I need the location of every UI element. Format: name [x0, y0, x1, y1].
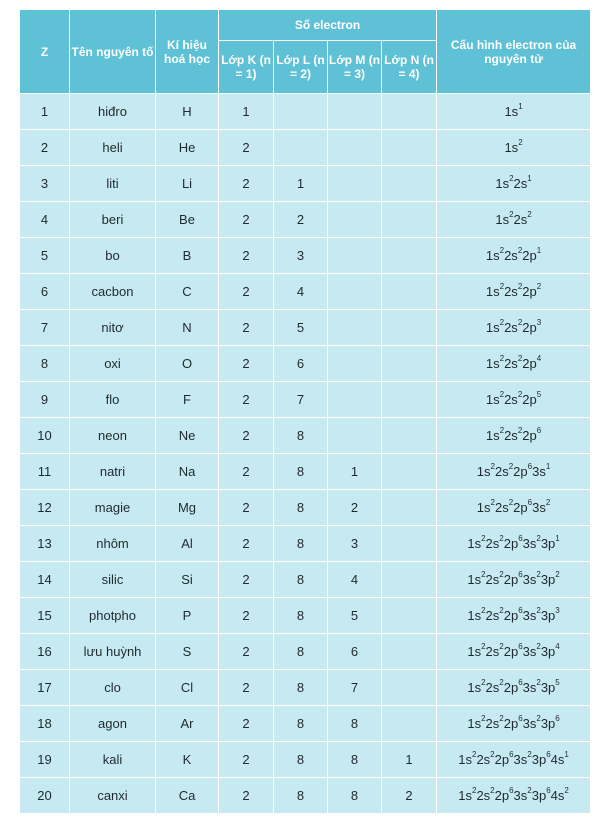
cell-symbol: Ne [156, 418, 219, 454]
table-body [20, 94, 591, 814]
cell-layer-m: 1 [328, 454, 382, 490]
cell-configuration: $1s^22s^22p^63s^1$ [437, 454, 591, 490]
cell-z: 13 [20, 526, 70, 562]
cell-layer-k: 2 [219, 202, 274, 238]
cell-layer-k: 2 [219, 418, 274, 454]
cell-symbol: Be [156, 202, 219, 238]
cell-symbol: F [156, 382, 219, 418]
cell-element-name: hiđro [70, 94, 156, 130]
cell-configuration: $1s^22s^22p^63s^23p^6$ [437, 706, 591, 742]
header-layer-k: Lớp K (n = 1) [219, 41, 274, 94]
cell-element-name: cacbon [70, 274, 156, 310]
cell-layer-k: 2 [219, 454, 274, 490]
cell-layer-l: 3 [274, 238, 328, 274]
cell-z: 2 [20, 130, 70, 166]
cell-configuration: $1s^22s^22p^63s^23p^3$ [437, 598, 591, 634]
header-layer-n: Lớp N (n = 4) [382, 41, 437, 94]
cell-layer-n [382, 490, 437, 526]
table-row [20, 94, 591, 130]
cell-layer-n [382, 274, 437, 310]
cell-layer-l: 8 [274, 670, 328, 706]
cell-element-name: photpho [70, 598, 156, 634]
cell-z: 17 [20, 670, 70, 706]
cell-symbol: B [156, 238, 219, 274]
cell-configuration: $1s^22s^22p^4$ [437, 346, 591, 382]
cell-layer-k: 2 [219, 130, 274, 166]
cell-z: 9 [20, 382, 70, 418]
cell-configuration: $1s^22s^22p^63s^23p^64s^2$ [437, 778, 591, 814]
cell-element-name: neon [70, 418, 156, 454]
cell-layer-m [328, 238, 382, 274]
cell-layer-n [382, 418, 437, 454]
cell-configuration: $1s^22s^22p^63s^2$ [437, 490, 591, 526]
cell-configuration: $1s^22s^22p^6$ [437, 418, 591, 454]
header-electron-count: Số electron [219, 10, 437, 41]
cell-layer-l: 5 [274, 310, 328, 346]
cell-symbol: C [156, 274, 219, 310]
cell-layer-k: 2 [219, 778, 274, 814]
cell-z: 20 [20, 778, 70, 814]
cell-z: 18 [20, 706, 70, 742]
cell-z: 19 [20, 742, 70, 778]
cell-symbol: O [156, 346, 219, 382]
table-row [20, 598, 591, 634]
cell-configuration: $1s^22s^22p^1$ [437, 238, 591, 274]
cell-element-name: nitơ [70, 310, 156, 346]
cell-layer-m [328, 382, 382, 418]
cell-layer-l: 8 [274, 706, 328, 742]
table-row [20, 382, 591, 418]
cell-symbol: N [156, 310, 219, 346]
cell-layer-n [382, 634, 437, 670]
cell-z: 3 [20, 166, 70, 202]
cell-layer-m: 4 [328, 562, 382, 598]
header-configuration: Cấu hình electron của nguyên tử [437, 10, 591, 94]
cell-layer-m [328, 346, 382, 382]
cell-symbol: S [156, 634, 219, 670]
cell-layer-n [382, 454, 437, 490]
cell-layer-l: 8 [274, 454, 328, 490]
cell-symbol: He [156, 130, 219, 166]
cell-layer-k: 2 [219, 166, 274, 202]
cell-element-name: lưu huỳnh [70, 634, 156, 670]
cell-layer-k: 2 [219, 382, 274, 418]
cell-layer-n [382, 130, 437, 166]
table-row [20, 130, 591, 166]
cell-configuration: $1s^22s^22p^2$ [437, 274, 591, 310]
cell-layer-k: 2 [219, 238, 274, 274]
cell-layer-n [382, 346, 437, 382]
cell-layer-k: 2 [219, 742, 274, 778]
table-row [20, 418, 591, 454]
cell-element-name: canxi [70, 778, 156, 814]
cell-layer-m [328, 274, 382, 310]
table-row [20, 526, 591, 562]
cell-layer-m [328, 418, 382, 454]
table-row [20, 202, 591, 238]
electron-configuration-table [19, 9, 591, 814]
cell-z: 8 [20, 346, 70, 382]
cell-layer-n: 2 [382, 778, 437, 814]
table-row [20, 346, 591, 382]
cell-z: 14 [20, 562, 70, 598]
cell-element-name: heli [70, 130, 156, 166]
cell-configuration: $1s^22s^22p^63s^23p^4$ [437, 634, 591, 670]
cell-layer-l: 8 [274, 526, 328, 562]
cell-layer-n [382, 562, 437, 598]
cell-z: 10 [20, 418, 70, 454]
cell-layer-n [382, 706, 437, 742]
cell-layer-l: 8 [274, 418, 328, 454]
cell-layer-k: 2 [219, 634, 274, 670]
cell-layer-k: 2 [219, 346, 274, 382]
cell-layer-l: 8 [274, 742, 328, 778]
cell-layer-n [382, 598, 437, 634]
cell-symbol: Na [156, 454, 219, 490]
cell-configuration: $1s^2$ [437, 130, 591, 166]
cell-symbol: K [156, 742, 219, 778]
cell-layer-k: 2 [219, 526, 274, 562]
cell-layer-k: 2 [219, 670, 274, 706]
cell-layer-l: 7 [274, 382, 328, 418]
cell-z: 11 [20, 454, 70, 490]
table-wrapper [19, 9, 591, 814]
cell-layer-m [328, 166, 382, 202]
cell-layer-l [274, 130, 328, 166]
cell-layer-n [382, 526, 437, 562]
table-row [20, 670, 591, 706]
cell-symbol: Si [156, 562, 219, 598]
cell-z: 5 [20, 238, 70, 274]
cell-element-name: magie [70, 490, 156, 526]
cell-configuration: $1s^22s^22p^63s^23p^1$ [437, 526, 591, 562]
cell-layer-m: 2 [328, 490, 382, 526]
cell-symbol: P [156, 598, 219, 634]
cell-layer-m: 8 [328, 742, 382, 778]
cell-element-name: agon [70, 706, 156, 742]
cell-layer-k: 2 [219, 562, 274, 598]
table-row [20, 238, 591, 274]
cell-layer-n [382, 310, 437, 346]
cell-layer-m [328, 130, 382, 166]
cell-z: 7 [20, 310, 70, 346]
cell-layer-m [328, 202, 382, 238]
cell-z: 6 [20, 274, 70, 310]
table-row [20, 742, 591, 778]
cell-element-name: natri [70, 454, 156, 490]
cell-layer-m: 5 [328, 598, 382, 634]
cell-z: 12 [20, 490, 70, 526]
cell-layer-l: 1 [274, 166, 328, 202]
cell-layer-l: 6 [274, 346, 328, 382]
cell-layer-n [382, 94, 437, 130]
cell-symbol: H [156, 94, 219, 130]
cell-element-name: beri [70, 202, 156, 238]
cell-layer-l [274, 94, 328, 130]
cell-configuration: $1s^22s^2$ [437, 202, 591, 238]
cell-layer-m [328, 310, 382, 346]
cell-layer-l: 2 [274, 202, 328, 238]
cell-layer-n [382, 166, 437, 202]
cell-layer-l: 8 [274, 562, 328, 598]
cell-layer-m: 8 [328, 778, 382, 814]
cell-layer-m: 8 [328, 706, 382, 742]
cell-layer-m [328, 94, 382, 130]
cell-layer-n [382, 382, 437, 418]
table-row [20, 634, 591, 670]
table-row [20, 778, 591, 814]
cell-layer-n [382, 202, 437, 238]
cell-symbol: Cl [156, 670, 219, 706]
cell-layer-k: 2 [219, 274, 274, 310]
cell-configuration: $1s^22s^22p^3$ [437, 310, 591, 346]
header-layer-l: Lớp L (n = 2) [274, 41, 328, 94]
cell-element-name: bo [70, 238, 156, 274]
cell-layer-m: 3 [328, 526, 382, 562]
cell-configuration: $1s^22s^22p^63s^23p^2$ [437, 562, 591, 598]
cell-element-name: clo [70, 670, 156, 706]
cell-layer-k: 2 [219, 706, 274, 742]
cell-layer-l: 8 [274, 598, 328, 634]
cell-z: 1 [20, 94, 70, 130]
header-layer-m: Lớp M (n = 3) [328, 41, 382, 94]
cell-layer-l: 8 [274, 490, 328, 526]
cell-layer-k: 2 [219, 598, 274, 634]
cell-layer-k: 1 [219, 94, 274, 130]
cell-configuration: $1s^22s^1$ [437, 166, 591, 202]
table-row [20, 166, 591, 202]
cell-element-name: flo [70, 382, 156, 418]
cell-element-name: liti [70, 166, 156, 202]
cell-element-name: nhôm [70, 526, 156, 562]
cell-layer-m: 7 [328, 670, 382, 706]
cell-element-name: oxi [70, 346, 156, 382]
cell-configuration: $1s^22s^22p^5$ [437, 382, 591, 418]
cell-layer-l: 8 [274, 778, 328, 814]
header-element-name: Tên nguyên tố [70, 10, 156, 94]
cell-z: 15 [20, 598, 70, 634]
cell-symbol: Ar [156, 706, 219, 742]
cell-configuration: $1s^22s^22p^63s^23p^5$ [437, 670, 591, 706]
cell-layer-l: 8 [274, 634, 328, 670]
cell-z: 4 [20, 202, 70, 238]
cell-layer-l: 4 [274, 274, 328, 310]
cell-element-name: kali [70, 742, 156, 778]
cell-element-name: silic [70, 562, 156, 598]
header-z: Z [20, 10, 70, 94]
cell-z: 16 [20, 634, 70, 670]
cell-symbol: Al [156, 526, 219, 562]
table-row [20, 310, 591, 346]
cell-layer-m: 6 [328, 634, 382, 670]
cell-layer-n [382, 238, 437, 274]
cell-configuration: $1s^1$ [437, 94, 591, 130]
cell-configuration: $1s^22s^22p^63s^23p^64s^1$ [437, 742, 591, 778]
table-row [20, 274, 591, 310]
table-row [20, 562, 591, 598]
table-row [20, 490, 591, 526]
cell-layer-k: 2 [219, 310, 274, 346]
table-row [20, 706, 591, 742]
table-row [20, 454, 591, 490]
cell-layer-k: 2 [219, 490, 274, 526]
cell-symbol: Ca [156, 778, 219, 814]
header-symbol: Kí hiệu hoá học [156, 10, 219, 94]
cell-symbol: Mg [156, 490, 219, 526]
cell-symbol: Li [156, 166, 219, 202]
cell-layer-n: 1 [382, 742, 437, 778]
cell-layer-n [382, 670, 437, 706]
